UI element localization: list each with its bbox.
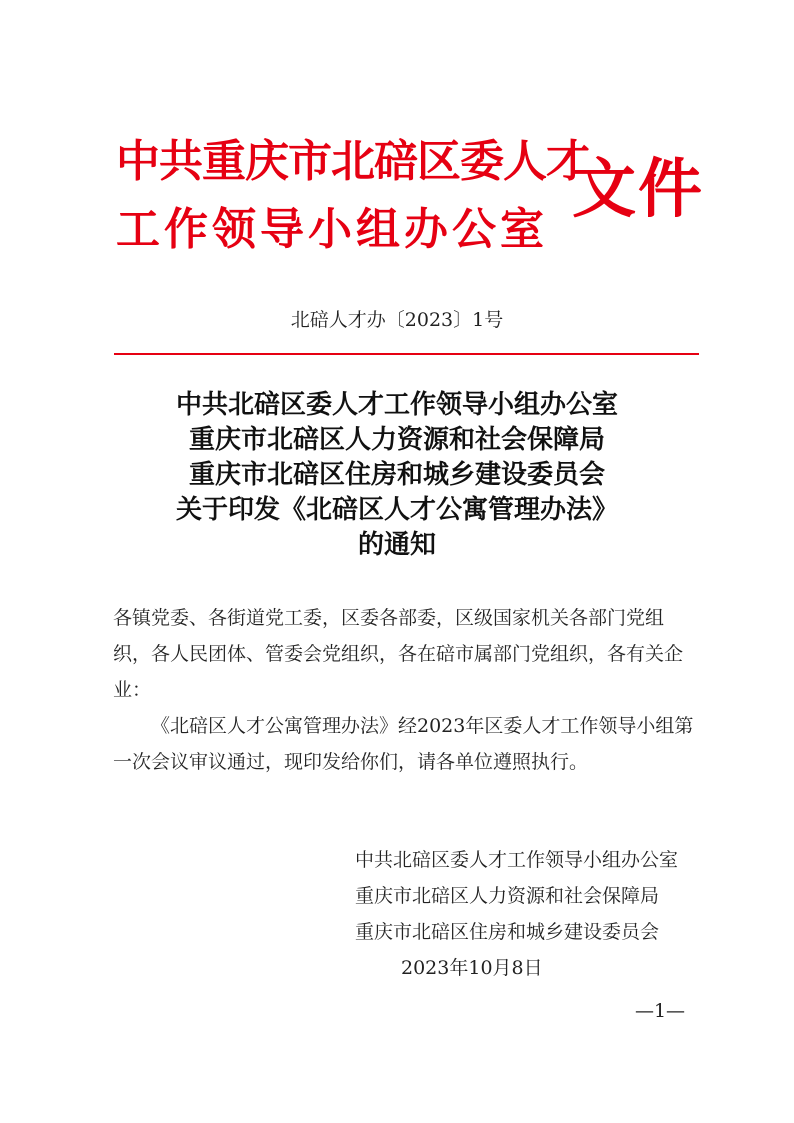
signature-block [355,842,695,986]
main-paragraph: 《北碚区人才公寓管理办法》经2023年区委人才工作领导小组第一次会议审议通过，现印发给你们，请各单位遵照执行。 [113,715,694,773]
notice-title-line-1: 中共北碚区委人才工作领导小组办公室 [175,390,618,420]
issuer-name-line-1: 中共重庆市北碚区委人才 [116,136,589,187]
notice-title-line-2: 重庆市北碚区人力资源和社会保障局 [188,425,605,455]
notice-title [100,388,694,563]
signature-org-2: 重庆市北碚区人力资源和社会保障局 [355,885,660,907]
addressees-paragraph: 各镇党委、各街道党工委，区委各部委，区级国家机关各部门党组织，各人民团体、管委会党组织，各在碚市属部门党组织，各有关企业： [113,607,684,701]
page-number: —1— [634,1000,686,1022]
notice-body [113,600,698,780]
signature-org-1: 中共北碚区委人才工作领导小组办公室 [355,849,679,871]
header-divider [114,353,699,355]
notice-title-line-3: 重庆市北碚区住房和城乡建设委员会 [188,460,605,490]
issue-date: 2023年10月8日 [401,957,543,979]
document-type-label: 文件 [572,153,704,227]
notice-title-line-4: 关于印发《北碚区人才公寓管理办法》 [175,495,618,525]
issuer-name-line-2: 工作领导小组办公室 [116,204,548,255]
issuer-name [116,132,589,260]
signature-org-3: 重庆市北碚区住房和城乡建设委员会 [355,921,660,943]
notice-title-line-5: 的通知 [357,530,436,560]
document-number: 北碚人才办〔2023〕1号 [290,309,504,331]
